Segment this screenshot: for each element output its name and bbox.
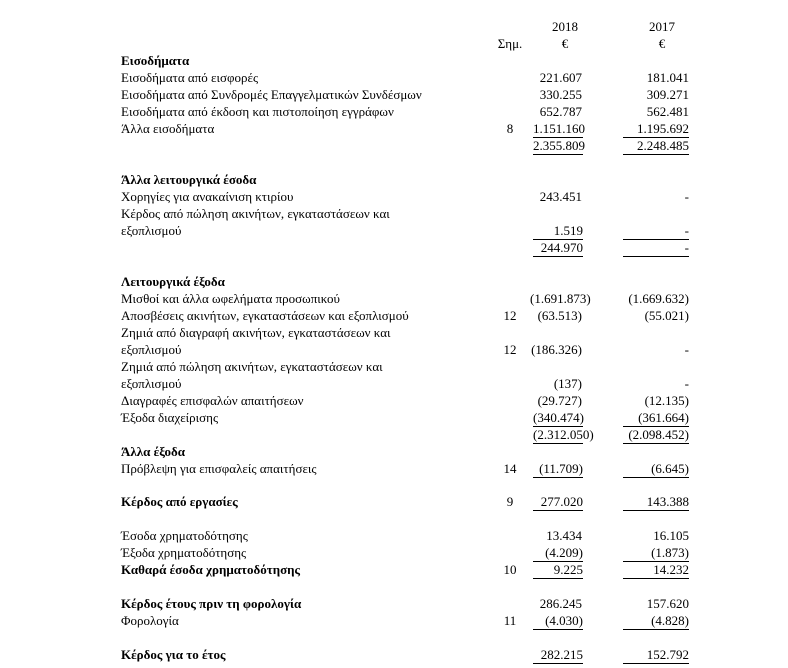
row-value-2018: (63.513): [537, 308, 582, 323]
row-value-2018: 13.434: [546, 528, 582, 543]
row-value-2018: (11.709): [533, 460, 583, 478]
table-row: [0, 443, 788, 460]
row-value-2017: 181.041: [646, 70, 689, 85]
row-value-2018: (137): [553, 376, 582, 391]
row-value-2018: 243.451: [539, 189, 582, 204]
row-label: Φορολογία: [121, 613, 179, 628]
row-value-2017: 16.105: [653, 528, 689, 543]
table-row: [0, 544, 788, 561]
row-label: Χορηγίες για ανακαίνιση κτιρίου: [121, 189, 294, 204]
row-value-2018: 286.245: [539, 596, 582, 611]
row-label: εξοπλισμού: [121, 223, 182, 238]
table-row: [0, 307, 788, 324]
table-row: [0, 341, 788, 358]
row-value-2017: -: [684, 342, 689, 357]
header-currency-2018: €: [561, 36, 569, 51]
table-row: [0, 646, 788, 663]
row-label: Άλλα εισοδήματα: [121, 121, 215, 136]
row-value-2017: (6.645): [623, 460, 689, 478]
table-row: [0, 358, 788, 375]
row-note: 9: [506, 494, 514, 509]
row-value-2017: -: [684, 376, 689, 391]
row-value-2018: 9.225: [533, 561, 583, 579]
table-row: [0, 273, 788, 290]
row-value-2018: 2.355.809: [533, 138, 585, 153]
row-label: εξοπλισμού: [121, 342, 182, 357]
table-row: [0, 52, 788, 69]
row-label: Εισοδήματα: [121, 53, 190, 68]
row-value-2017: 152.792: [623, 646, 689, 664]
row-label: Εισοδήματα από Συνδρομές Επαγγελματικών Συνδέσμων: [121, 87, 422, 102]
table-row: [0, 612, 788, 629]
table-row: [0, 392, 788, 409]
row-value-2017: (12.135): [644, 393, 689, 408]
row-label: Άλλα λειτουργικά έσοδα: [121, 172, 257, 187]
row-value-2018: (4.209): [533, 544, 583, 562]
row-value-2017: (55.021): [644, 308, 689, 323]
row-value-2017: (1.873): [623, 544, 689, 562]
row-value-2018: (4.030): [533, 612, 583, 630]
table-row: [0, 239, 788, 256]
row-label: Κέρδος από πώληση ακινήτων, εγκαταστάσεων και: [121, 206, 390, 221]
row-label: Ζημιά από διαγραφή ακινήτων, εγκαταστάσεων και: [121, 325, 391, 340]
table-row: [0, 324, 788, 341]
row-value-2018: (186.326): [531, 342, 582, 357]
row-value-2018: (29.727): [537, 393, 582, 408]
row-value-2017: (2.098.452): [623, 426, 689, 444]
row-value-2017: 1.195.692: [623, 120, 689, 138]
table-row: [0, 120, 788, 137]
table-row: [0, 103, 788, 120]
row-note: 8: [506, 121, 514, 136]
table-row: [0, 426, 788, 443]
row-label: Αποσβέσεις ακινήτων, εγκαταστάσεων και εξοπλισμού: [121, 308, 409, 323]
row-label: Έσοδα χρηματοδότησης: [121, 528, 248, 543]
row-value-2017: (1.669.632): [628, 291, 689, 306]
table-row: [0, 595, 788, 612]
row-label: Μισθοί και άλλα ωφελήματα προσωπικού: [121, 291, 340, 306]
row-label: Εισοδήματα από εισφορές: [121, 70, 259, 85]
row-label: Λειτουργικά έξοδα: [121, 274, 225, 289]
table-row: [0, 561, 788, 578]
row-value-2017: 157.620: [646, 596, 689, 611]
table-row: [0, 137, 788, 154]
row-label: Έξοδα διαχείρισης: [121, 410, 219, 425]
row-value-2018: (1.691.873): [530, 291, 591, 306]
row-value-2017: -: [623, 222, 689, 240]
header-year-2018: 2018: [552, 19, 578, 34]
row-value-2018: 282.215: [533, 646, 583, 664]
table-row: [0, 222, 788, 239]
header-currency-2017: €: [658, 36, 666, 51]
row-value-2018: 244.970: [533, 239, 583, 257]
row-value-2018: 1.519: [533, 222, 583, 240]
row-label: εξοπλισμού: [121, 376, 182, 391]
row-value-2018: (340.474): [533, 410, 584, 425]
table-row: [0, 69, 788, 86]
row-label: Διαγραφές επισφαλών απαιτήσεων: [121, 393, 304, 408]
row-note: 12: [503, 342, 517, 357]
row-value-2018: 652.787: [539, 104, 582, 119]
row-label: Εισοδήματα από έκδοση και πιστοποίηση εγγράφων: [121, 104, 394, 119]
table-row: [0, 375, 788, 392]
row-note: 10: [503, 562, 517, 577]
row-value-2017: 309.271: [646, 87, 689, 102]
row-note: 11: [503, 613, 517, 628]
row-value-2017: 143.388: [623, 493, 689, 511]
row-value-2018: 330.255: [539, 87, 582, 102]
row-label: Ζημιά από πώληση ακινήτων, εγκαταστάσεων και: [121, 359, 383, 374]
row-label: Κέρδος για το έτος: [121, 647, 226, 662]
table-row: [0, 171, 788, 188]
row-value-2017: (361.664): [623, 409, 689, 427]
header-note-column: Σημ.: [497, 36, 523, 51]
row-note: 12: [503, 308, 517, 323]
row-value-2018: 221.607: [539, 70, 582, 85]
row-value-2017: (4.828): [623, 612, 689, 630]
table-row: [0, 290, 788, 307]
row-value-2017: 2.248.485: [623, 137, 689, 155]
table-row: [0, 188, 788, 205]
row-label: Πρόβλεψη για επισφαλείς απαιτήσεις: [121, 461, 317, 476]
table-row: [0, 205, 788, 222]
row-value-2017: 14.232: [623, 561, 689, 579]
row-label: Καθαρά έσοδα χρηματοδότησης: [121, 562, 301, 577]
row-label: Κέρδος έτους πριν τη φορολογία: [121, 596, 302, 611]
row-label: Κέρδος από εργασίες: [121, 494, 238, 509]
header-year-2017: 2017: [649, 19, 675, 34]
row-value-2017: 562.481: [646, 104, 689, 119]
table-row: [0, 493, 788, 510]
table-row: [0, 409, 788, 426]
table-row: [0, 86, 788, 103]
row-label: Άλλα έξοδα: [121, 444, 185, 459]
row-label: Έξοδα χρηματοδότησης: [121, 545, 247, 560]
row-value-2018: (2.312.050): [533, 427, 594, 442]
row-value-2018: 1.151.160: [533, 121, 585, 136]
row-note: 14: [503, 461, 517, 476]
table-row: [0, 460, 788, 477]
row-value-2017: -: [684, 189, 689, 204]
row-value-2017: -: [623, 239, 689, 257]
row-value-2018: 277.020: [533, 493, 583, 511]
table-row: [0, 527, 788, 544]
